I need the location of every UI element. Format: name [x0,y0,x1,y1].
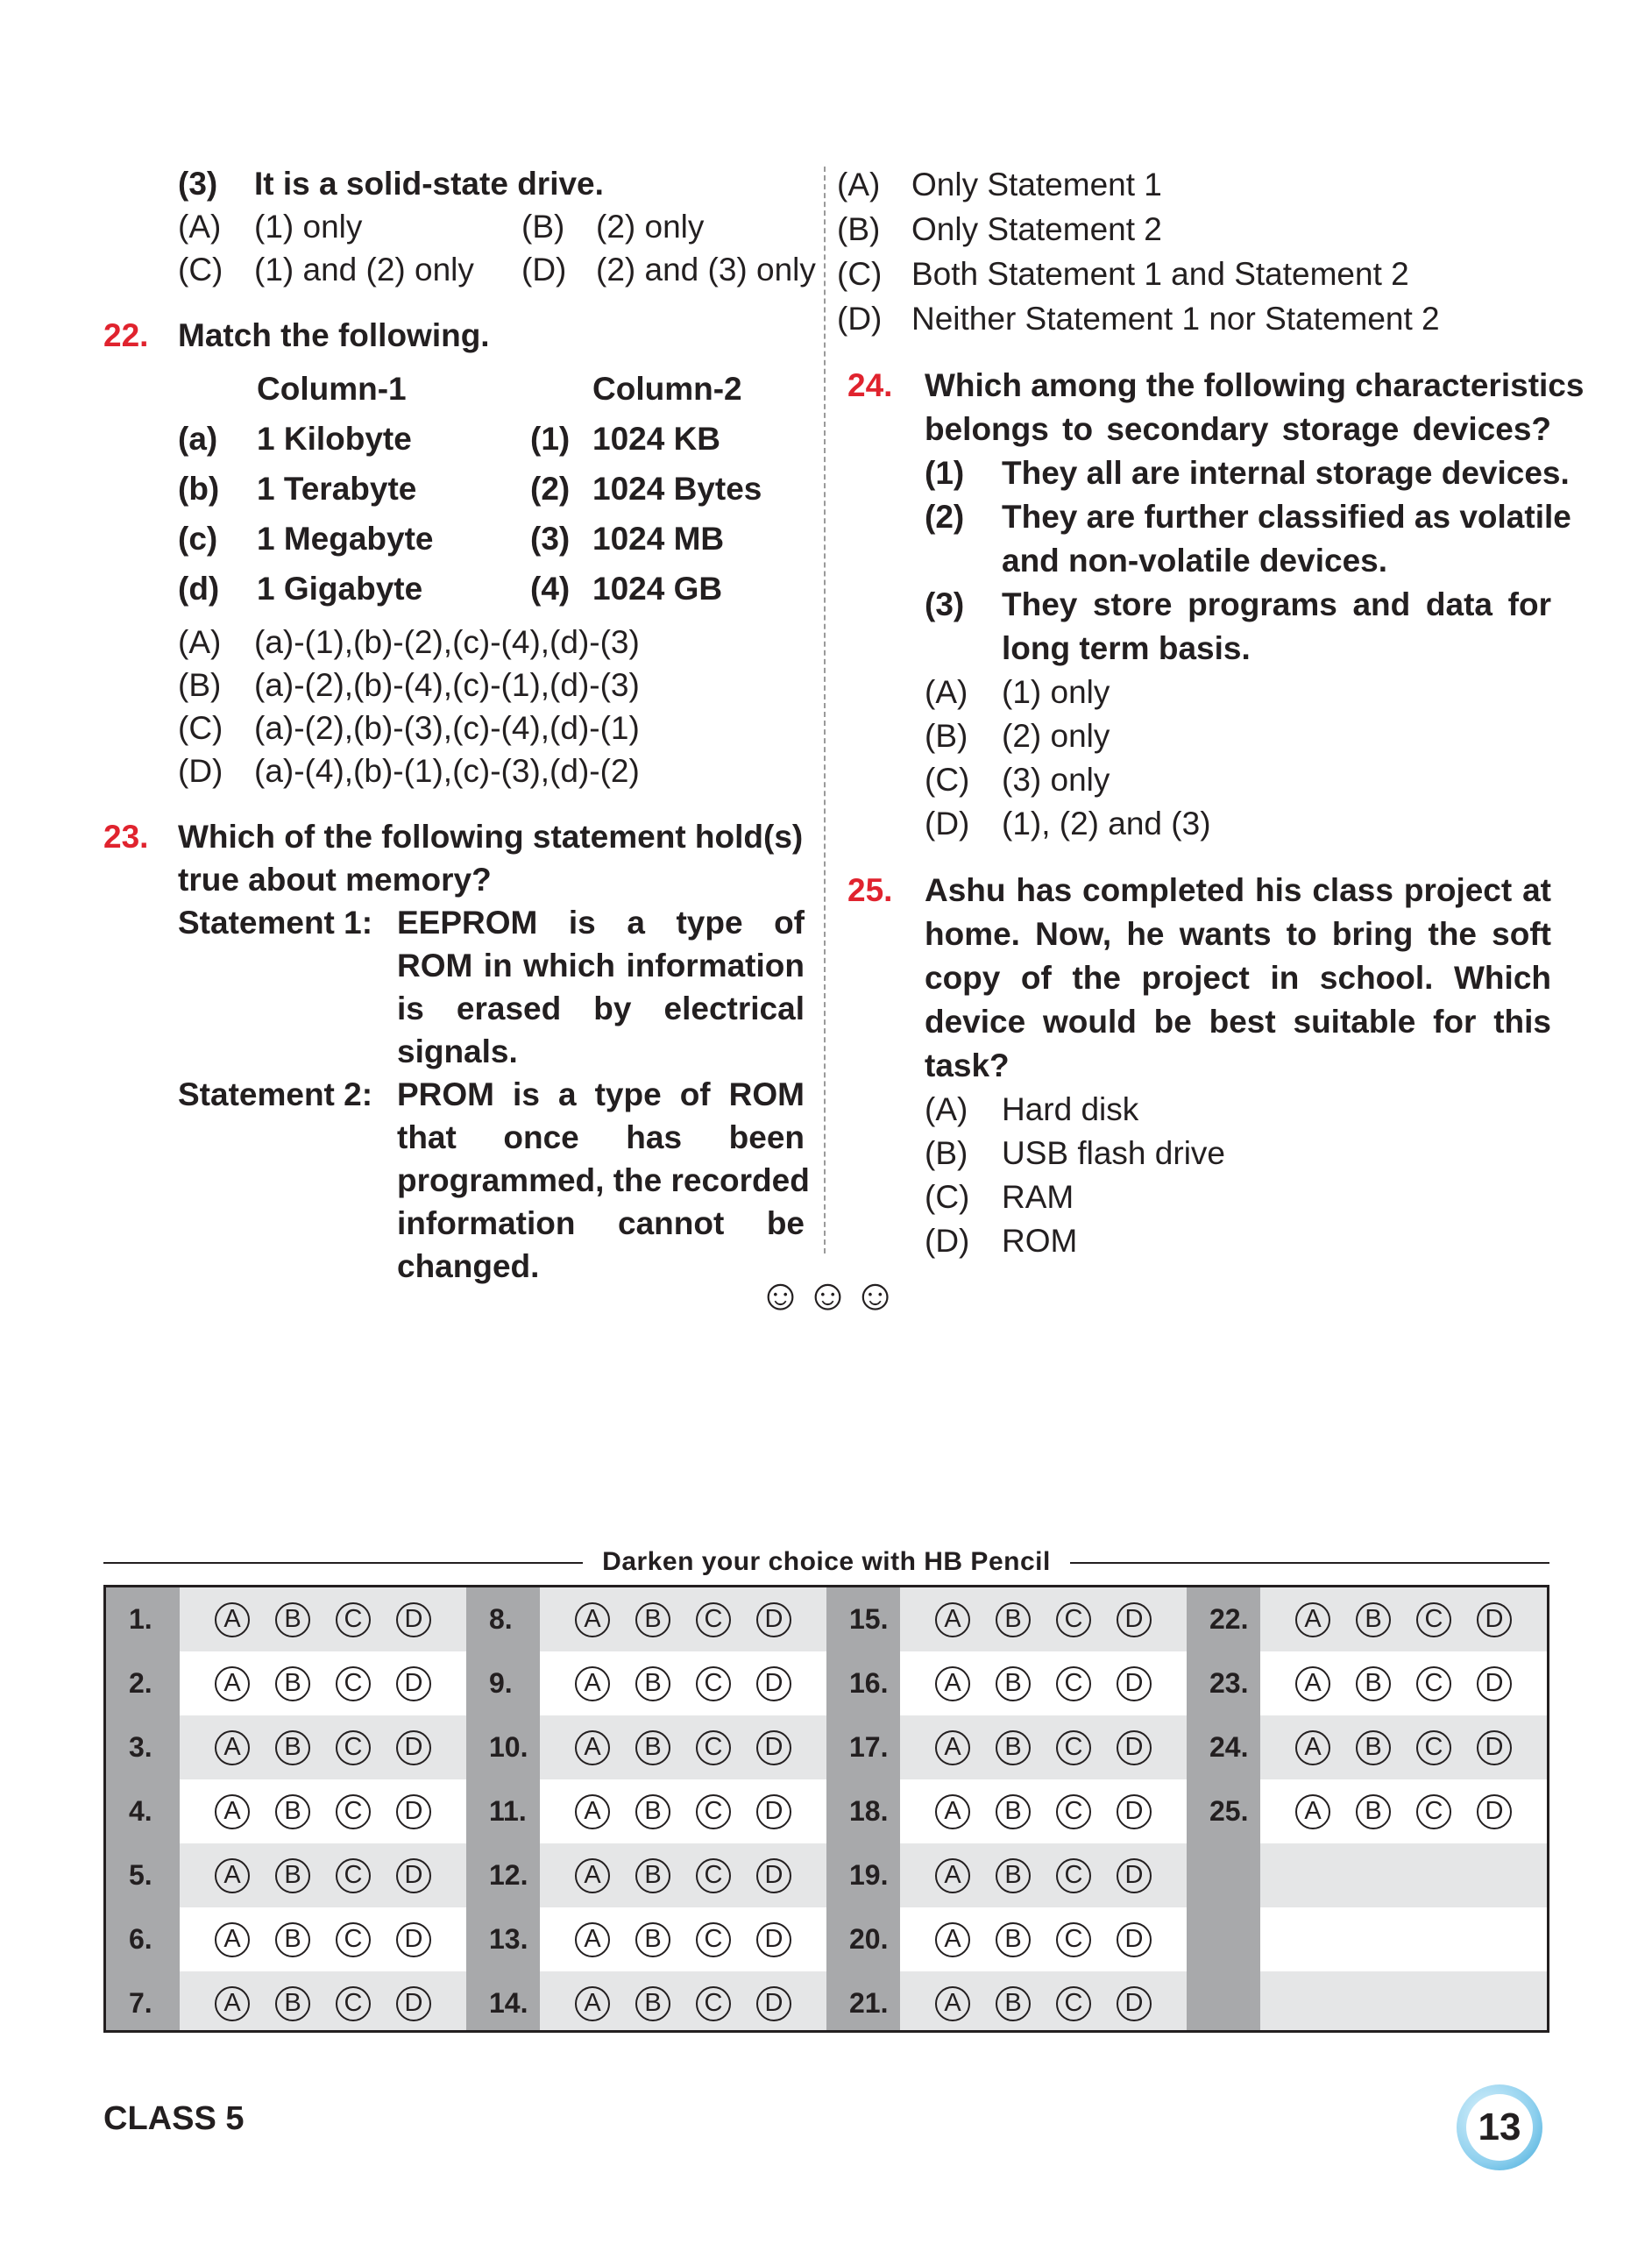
answer-bubble-b[interactable]: B [635,1666,670,1701]
question-number: 22. [1187,1587,1260,1651]
answer-bubble-a[interactable]: A [215,1858,250,1893]
answer-bubble-c[interactable]: C [1416,1794,1451,1829]
bubble-group [540,1907,826,1971]
question-23: 23. Which of the following statement hold(s) [103,819,804,855]
question-number: 10. [466,1715,540,1779]
match-row: (d) 1 Gigabyte (4) 1024 GB [178,571,723,607]
answer-bubble-d[interactable]: D [756,1794,791,1829]
answer-bubble-d[interactable]: D [756,1666,791,1701]
statement-1: Statement 1: EEPROM is a type of [178,905,805,941]
answer-sheet-header [103,1543,1549,1581]
answer-bubble-d[interactable]: D [1477,1794,1512,1829]
answer-bubble-a[interactable]: A [935,1666,970,1701]
answer-bubble-a[interactable]: A [215,1794,250,1829]
answer-bubble-a[interactable]: A [575,1666,610,1701]
answer-bubble-b[interactable]: B [635,1986,670,2021]
question-number: 23. [1187,1651,1260,1715]
bubble-group [900,1779,1187,1843]
answer-bubble-d[interactable]: D [396,1986,431,2021]
question-number: 2. [106,1651,180,1715]
answer-bubble-b[interactable]: B [635,1602,670,1637]
answer-bubble-a[interactable]: A [215,1602,250,1637]
answer-bubble-c[interactable]: C [1056,1986,1091,2021]
question-number: 20. [826,1907,900,1971]
right-column: (A) Only Statement 1 (B) Only Statement 2 (C) Both Statement 1 and Statement 2 (D) Neither Statement 1 nor Statement 2 24. Which among the following characteristics belongs to secondary storage devices? (1) They all are internal storage devices. (2) They are further classified as volatile and non-volatile devices. (3) They store programs and data for long term basis. (A) (1) only (B) (2) only (C) (3) only (D) (1), (2) and (3) 25. Ashu has completed his class project at home. Now, he wants to bring the soft copy of the project in school. Which device would be best suitable for this task? (A) Hard disk (B) USB flash drive (C) RAM (D) ROM [837,162,1551,1263]
answer-row [106,1907,1547,1971]
answer-bubble-a[interactable]: A [575,1794,610,1829]
answer-bubble-c[interactable]: C [696,1602,731,1637]
page-number-badge [1457,2084,1542,2170]
bubble-group [540,1651,826,1715]
answer-bubble-d[interactable]: D [1477,1602,1512,1637]
answer-bubble-c[interactable]: C [336,1858,371,1893]
page-number: 13 [1466,2094,1533,2161]
answer-bubble-c[interactable]: C [1416,1602,1451,1637]
answer-bubble-a[interactable]: A [575,1602,610,1637]
answer-bubble-c[interactable]: C [1056,1794,1091,1829]
answer-bubble-d[interactable]: D [1117,1794,1152,1829]
bubble-group [900,1587,1187,1651]
q23-option-a: (A) Only Statement 1 [837,167,1162,202]
question-number [1187,1843,1260,1907]
answer-bubble-c[interactable]: C [336,1922,371,1957]
answer-bubble-c[interactable]: C [1416,1666,1451,1701]
bubble-group [1260,1843,1547,1907]
question-number [1187,1907,1260,1971]
bubble-group [180,1715,466,1779]
answer-bubble-c[interactable]: C [1056,1602,1091,1637]
match-row: (a) 1 Kilobyte (1) 1024 KB [178,421,721,457]
answer-bubble-a[interactable]: A [935,1858,970,1893]
answer-bubble-b[interactable]: B [635,1858,670,1893]
answer-bubble-b[interactable]: B [996,1602,1031,1637]
bubble-group [180,1651,466,1715]
q25-option-c: (C) RAM [925,1179,1074,1215]
question-number: 3. [106,1715,180,1779]
answer-bubble-a[interactable]: A [575,1922,610,1957]
bubble-group [540,1843,826,1907]
bubble-group [1260,1715,1547,1779]
question-25: 25. Ashu has completed his class project at [847,872,1551,908]
question-number: 17. [826,1715,900,1779]
q25-option-a: (A) Hard disk [925,1091,1139,1127]
question-number: 7. [106,1971,180,2033]
answer-bubble-c[interactable]: C [1056,1730,1091,1765]
answer-bubble-d[interactable]: D [396,1602,431,1637]
answer-bubble-a[interactable]: A [1295,1730,1330,1765]
question-number [1187,1971,1260,2033]
answer-bubble-d[interactable]: D [756,1858,791,1893]
answer-bubble-b[interactable]: B [275,1986,310,2021]
question-number: 21. [826,1971,900,2033]
question-number: 6. [106,1907,180,1971]
answer-row [106,1779,1547,1843]
answer-bubble-c[interactable]: C [696,1794,731,1829]
answer-bubble-c[interactable]: C [696,1730,731,1765]
q23-option-d: (D) Neither Statement 1 nor Statement 2 [837,301,1440,337]
answer-bubble-b[interactable]: B [275,1666,310,1701]
question-number: 16. [826,1651,900,1715]
answer-bubble-c[interactable]: C [696,1858,731,1893]
bubble-group [1260,1651,1547,1715]
smiley-icons: ☺☺☺ [758,1270,901,1319]
answer-bubble-d[interactable]: D [756,1730,791,1765]
answer-bubble-b[interactable]: B [1356,1602,1391,1637]
column-divider [824,167,826,1253]
q23-option-c: (C) Both Statement 1 and Statement 2 [837,256,1409,292]
answer-bubble-b[interactable]: B [996,1666,1031,1701]
answer-bubble-c[interactable]: C [696,1666,731,1701]
question-number: 19. [826,1843,900,1907]
answer-bubble-c[interactable]: C [1056,1858,1091,1893]
answer-row [106,1651,1547,1715]
class-label: CLASS 5 [103,2100,245,2137]
answer-bubble-d[interactable]: D [396,1858,431,1893]
q22-option-c: (C) (a)-(2),(b)-(3),(c)-(4),(d)-(1) [178,710,640,746]
bubble-group [180,1907,466,1971]
statement-2: Statement 2: PROM is a type of ROM [178,1076,805,1112]
question-number: 13. [466,1907,540,1971]
question-number: 25. [1187,1779,1260,1843]
q22-option-d: (D) (a)-(4),(b)-(1),(c)-(3),(d)-(2) [178,753,640,789]
answer-bubble-c[interactable]: C [1056,1922,1091,1957]
answer-bubble-b[interactable]: B [635,1922,670,1957]
answer-bubble-d[interactable]: D [756,1922,791,1957]
question-number: 12. [466,1843,540,1907]
question-number: 9. [466,1651,540,1715]
answer-bubble-b[interactable]: B [996,1794,1031,1829]
answer-bubble-d[interactable]: D [1117,1666,1152,1701]
bubble-group [900,1715,1187,1779]
answer-bubble-d[interactable]: D [396,1922,431,1957]
match-table-header: Column-1 Column-2 [257,371,742,407]
answer-row [106,1843,1547,1907]
bubble-group [1260,1971,1547,2033]
answer-bubble-b[interactable]: B [635,1730,670,1765]
answer-bubble-a[interactable]: A [215,1730,250,1765]
answer-bubble-b[interactable]: B [996,1730,1031,1765]
answer-bubble-b[interactable]: B [1356,1730,1391,1765]
question-number: 15. [826,1587,900,1651]
answer-bubble-c[interactable]: C [696,1986,731,2021]
answer-bubble-b[interactable]: B [275,1730,310,1765]
answer-bubble-c[interactable]: C [336,1602,371,1637]
q23-option-b: (B) Only Statement 2 [837,211,1162,247]
question-number: 18. [826,1779,900,1843]
question-number: 11. [466,1779,540,1843]
question-number: 24. [1187,1715,1260,1779]
answer-bubble-d[interactable]: D [1477,1666,1512,1701]
bubble-group [540,1715,826,1779]
answer-bubble-a[interactable]: A [935,1602,970,1637]
q24-statement-1: (1) They all are internal storage devices. [925,455,1570,491]
answer-bubble-d[interactable]: D [756,1986,791,2021]
answer-bubble-b[interactable]: B [275,1858,310,1893]
answer-bubble-d[interactable]: D [1117,1986,1152,2021]
match-row: (b) 1 Terabyte (2) 1024 Bytes [178,471,762,507]
q24-option-c: (C) (3) only [925,762,1110,798]
question-number: 5. [106,1843,180,1907]
question-number: 1. [106,1587,180,1651]
answer-bubble-a[interactable]: A [215,1666,250,1701]
q25-option-d: (D) ROM [925,1223,1078,1259]
answer-bubble-a[interactable]: A [935,1922,970,1957]
answer-bubble-d[interactable]: D [396,1794,431,1829]
answer-bubble-c[interactable]: C [336,1794,371,1829]
answer-bubble-c[interactable]: C [1056,1666,1091,1701]
answer-bubble-a[interactable]: A [935,1730,970,1765]
answer-bubble-d[interactable]: D [1117,1602,1152,1637]
answer-bubble-a[interactable]: A [215,1922,250,1957]
bubble-group [900,1651,1187,1715]
answer-bubble-a[interactable]: A [575,1986,610,2021]
answer-bubble-a[interactable]: A [575,1730,610,1765]
left-column: (3) It is a solid-state drive. (A) (1) only (B) (2) only (C) (1) and (2) only (D) (2) and (3) only 22. Match the following. Column-1 Column-2 (a) 1 Kilobyte (1) 1024 KB (b) 1 Terabyte (2) 1024 Bytes (c) 1 Megabyte (3) 1024 MB (d) 1 Gigabyte (4) 1024 GB (A) (a)-(1),(b)-(2),(c)-(4),(d)-(3) (B) (a)-(2),(b)-(4),(c)-(1),(d)-(3) (C) (a)-(2),(b)-(3),(c)-(4),(d)-(1) (D) (a)-(4),(b)-(1),(c)-(3),(d)-(2) 23. Which of the following statement hold(s) true about memory? Statement 1: EEPROM is a type of ROM in which information is erased by electrical signals. Statement 2: PROM is a type of ROM that once has been programmed, the recorded information cannot be changed. [103,162,805,1288]
answer-bubble-d[interactable]: D [1117,1858,1152,1893]
answer-bubble-b[interactable]: B [635,1794,670,1829]
answer-sheet [103,1585,1549,2033]
q24-statement-2: (2) They are further classified as volatile [925,499,1571,535]
q21-options-row-2: (C) (1) and (2) only (D) (2) and (3) only [178,252,816,288]
answer-row [106,1971,1547,2033]
answer-bubble-a[interactable]: A [935,1986,970,2021]
bubble-group [180,1843,466,1907]
bubble-group [180,1587,466,1651]
answer-bubble-b[interactable]: B [275,1602,310,1637]
bubble-group [180,1779,466,1843]
question-24: 24. Which among the following characteristics [847,367,1585,403]
answer-bubble-b[interactable]: B [275,1794,310,1829]
answer-bubble-b[interactable]: B [996,1986,1031,2021]
q21-statement-3: (3) It is a solid-state drive. [178,166,604,202]
answer-bubble-b[interactable]: B [1356,1666,1391,1701]
answer-bubble-a[interactable]: A [935,1794,970,1829]
answer-bubble-d[interactable]: D [396,1730,431,1765]
question-number: 8. [466,1587,540,1651]
answer-bubble-b[interactable]: B [275,1922,310,1957]
answer-bubble-a[interactable]: A [1295,1602,1330,1637]
answer-bubble-a[interactable]: A [1295,1666,1330,1701]
question-number: 4. [106,1779,180,1843]
q21-options-row-1: (A) (1) only (B) (2) only [178,209,705,245]
answer-bubble-c[interactable]: C [1416,1730,1451,1765]
answer-bubble-a[interactable]: A [575,1858,610,1893]
bubble-group [1260,1587,1547,1651]
bubble-group [540,1779,826,1843]
answer-bubble-a[interactable]: A [215,1986,250,2021]
q24-option-b: (B) (2) only [925,718,1110,754]
answer-bubble-c[interactable]: C [336,1730,371,1765]
answer-bubble-d[interactable]: D [1117,1922,1152,1957]
question-number: 14. [466,1971,540,2033]
answer-bubble-b[interactable]: B [1356,1794,1391,1829]
bubble-group [1260,1907,1547,1971]
q22-option-b: (B) (a)-(2),(b)-(4),(c)-(1),(d)-(3) [178,667,640,703]
answer-bubble-a[interactable]: A [1295,1794,1330,1829]
answer-bubble-d[interactable]: D [1477,1730,1512,1765]
bubble-group [180,1971,466,2033]
bubble-group [540,1587,826,1651]
q22-option-a: (A) (a)-(1),(b)-(2),(c)-(4),(d)-(3) [178,624,640,660]
match-row: (c) 1 Megabyte (3) 1024 MB [178,521,725,557]
answer-bubble-c[interactable]: C [336,1666,371,1701]
answer-row [106,1587,1547,1651]
bubble-group [1260,1779,1547,1843]
q24-option-d: (D) (1), (2) and (3) [925,806,1211,842]
answer-bubble-d[interactable]: D [1117,1730,1152,1765]
answer-bubble-b[interactable]: B [996,1858,1031,1893]
answer-bubble-c[interactable]: C [336,1986,371,2021]
bubble-group [540,1971,826,2033]
q24-option-a: (A) (1) only [925,674,1110,710]
answer-bubble-d[interactable]: D [396,1666,431,1701]
answer-sheet-title: Darken your choice with HB Pencil [583,1547,1070,1576]
bubble-group [900,1843,1187,1907]
bubble-group [900,1971,1187,2033]
answer-bubble-c[interactable]: C [696,1922,731,1957]
question-22: 22. Match the following. [103,317,490,353]
bubble-group [900,1907,1187,1971]
q25-option-b: (B) USB flash drive [925,1135,1225,1171]
answer-bubble-b[interactable]: B [996,1922,1031,1957]
answer-row [106,1715,1547,1779]
answer-bubble-d[interactable]: D [756,1602,791,1637]
q24-statement-3: (3) They store programs and data for [925,586,1551,622]
